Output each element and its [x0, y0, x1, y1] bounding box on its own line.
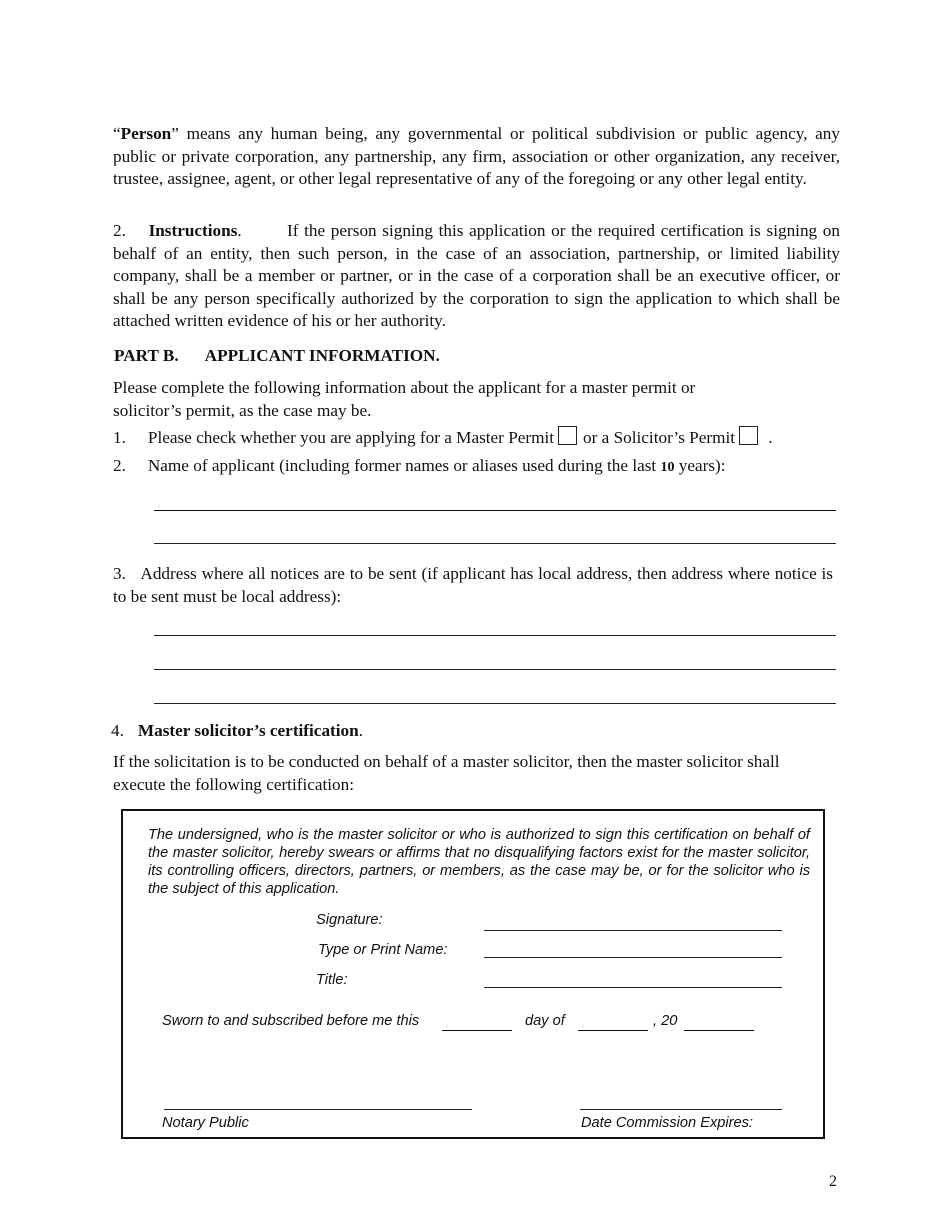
notary-public-label: Notary Public [162, 1115, 249, 1131]
signature-line[interactable] [484, 930, 782, 931]
part-b-intro: Please complete the following information about the applicant for a master permit or solicitor’s permit, as the case may be. [113, 378, 696, 420]
person-definition: “Person” means any human being, any governmental or political subdivision or public agency, any public or private corporation, any partnership, any firm, association or other organization, any receiver, trustee, assignee, agent, or other legal representative of any of the foregoing or any other legal entity. [113, 124, 840, 188]
address-line-1[interactable] [154, 635, 836, 636]
month-blank[interactable] [578, 1030, 648, 1031]
print-name-label: Type or Print Name: [318, 942, 448, 958]
day-blank[interactable] [442, 1030, 512, 1031]
solicitor-permit-checkbox[interactable] [739, 426, 758, 445]
notary-signature-line[interactable] [164, 1109, 472, 1110]
year-prefix: , 20 [653, 1013, 678, 1029]
item3-paragraph: 3. Address where all notices are to be sent (if applicant has local address, then address where notice is to be sent must be local address): [113, 564, 833, 606]
item2-row: 2. Name of applicant (including former names or aliases used during the last 10 years): [113, 456, 726, 475]
sworn-text: Sworn to and subscribed before me this [162, 1013, 420, 1029]
master-permit-checkbox[interactable] [558, 426, 577, 445]
applicant-name-line-2[interactable] [154, 543, 836, 544]
item1-row: 1. Please check whether you are applying for a Master Permit or a Solicitor’s Permit . [113, 428, 773, 447]
title-label: Title: [316, 972, 348, 988]
instructions-paragraph: 2. Instructions. If the person signing this application or the required certification is signing on behalf of an entity, then such person, in the case of an association, partnership, or limited liability company, shall be a member or partner, or in the case of a corporation shall be an executive officer, or shall be any person specifically authorized by the corporation to sign the application to which shall be attached written evidence of his or her authority. [113, 221, 840, 330]
print-name-line[interactable] [484, 957, 782, 958]
certification-statement: The undersigned, who is the master solicitor or who is authorized to sign this certification on behalf of the master solicitor, hereby swears or affirms that no disqualifying factors exist for the master solicitor, its controlling officers, directors, partners, or members, as the case may be, or for the solicitor who is the subject of this application. [148, 827, 810, 897]
signature-label: Signature: [316, 912, 383, 928]
commission-expires-label: Date Commission Expires: [581, 1115, 753, 1131]
instructions-title: Instructions [148, 221, 238, 240]
certification-box [121, 809, 825, 1139]
day-of-label: day of [525, 1013, 565, 1029]
item4-heading: 4. Master solicitor’s certification. [111, 721, 363, 740]
commission-date-line[interactable] [580, 1109, 782, 1110]
page-number: 2 [829, 1173, 837, 1190]
item4-paragraph: If the solicitation is to be conducted on behalf of a master solicitor, then the master solicitor shall execute the following certification: [113, 752, 780, 794]
address-line-2[interactable] [154, 669, 836, 670]
address-line-3[interactable] [154, 703, 836, 704]
term-person: Person [120, 124, 172, 143]
applicant-name-line-1[interactable] [154, 510, 836, 511]
year-blank[interactable] [684, 1030, 754, 1031]
part-b-heading: PART B. APPLICANT INFORMATION. [114, 346, 440, 365]
title-line[interactable] [484, 987, 782, 988]
